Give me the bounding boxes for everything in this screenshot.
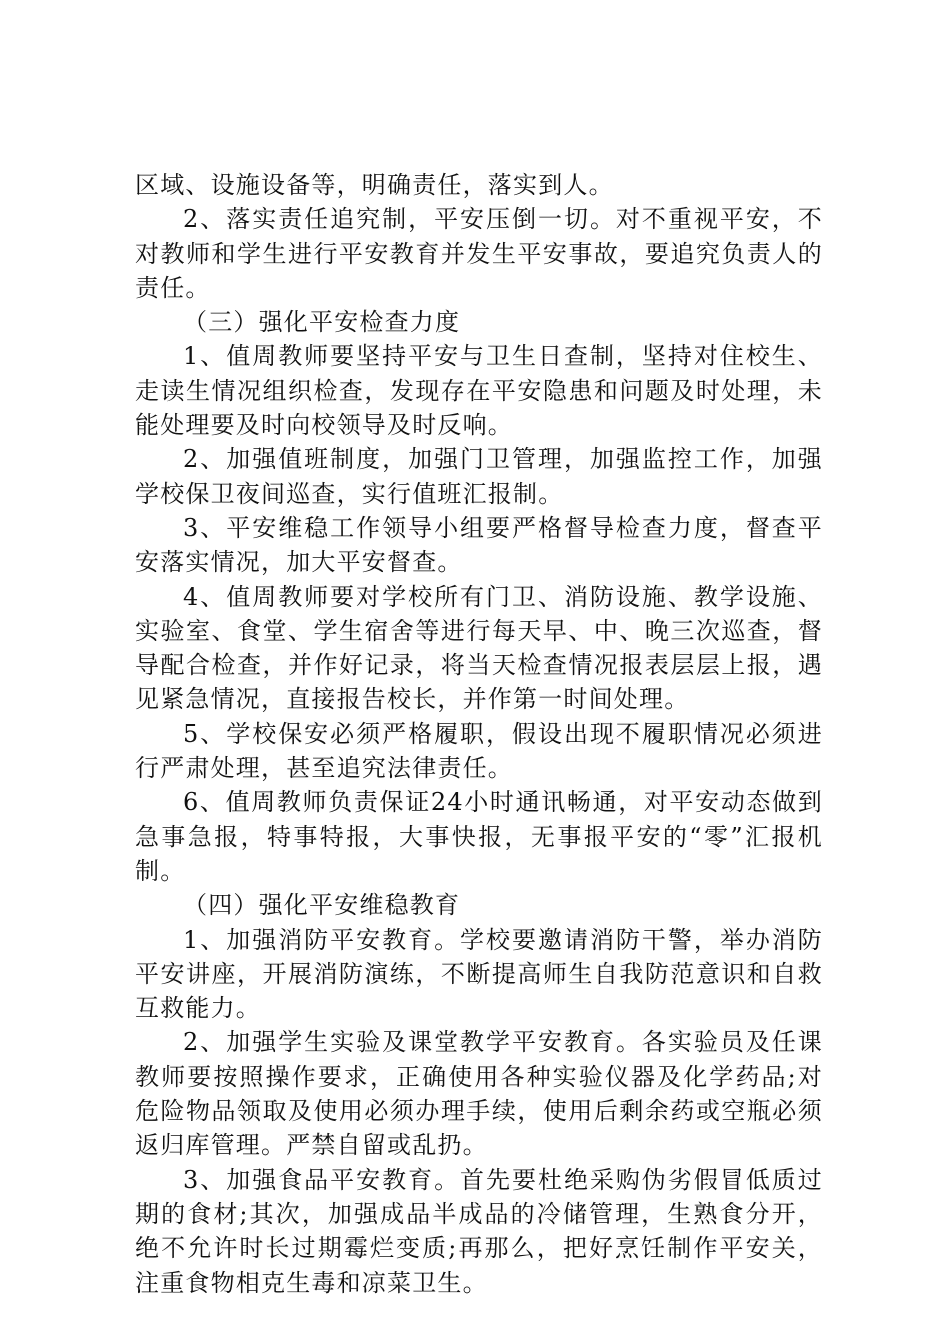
- paragraph-education-2: 2、加强学生实验及课堂教学平安教育。各实验员及任课教师要按照操作要求，正确使用各种实验仪器及化学药品;对危险物品领取及使用必须办理手续，使用后剩余药或空瓶必须返归库管理。严禁自留或乱扔。: [135, 1028, 823, 1160]
- paragraph-education-3: 3、加强食品平安教育。首先要杜绝采购伪劣假冒低质过期的食材;其次，加强成品半成品的冷储管理，生熟食分开，绝不允许时长过期霉烂变质;再那么，把好烹饪制作平安关，注重食物相克生毒和凉菜卫生。: [135, 1165, 823, 1297]
- paragraph-inspection-2: 2、加强值班制度，加强门卫管理，加强监控工作，加强学校保卫夜间巡查，实行值班汇报制。: [135, 445, 823, 508]
- paragraph-continuation: 区域、设施设备等，明确责任，落实到人。: [135, 171, 614, 199]
- document-body: [135, 168, 823, 1300]
- section-heading-inspection: （三）强化平安检查力度: [183, 308, 461, 337]
- paragraph-accountability: 2、落实责任追究制，平安压倒一切。对不重视平安，不对教师和学生进行平安教育并发生平安事故，要追究负责人的责任。: [135, 205, 823, 302]
- paragraph-inspection-3: 3、平安维稳工作领导小组要严格督导检查力度，督查平安落实情况，加大平安督查。: [135, 513, 823, 577]
- section-heading-education: （四）强化平安维稳教育: [183, 891, 461, 920]
- paragraph-education-1: 1、加强消防平安教育。学校要邀请消防干警，举办消防平安讲座，开展消防演练，不断提高师生自我防范意识和自救互救能力。: [135, 925, 823, 1023]
- paragraph-inspection-4: 4、值周教师要对学校所有门卫、消防设施、教学设施、实验室、食堂、学生宿舍等进行每天早、中、晚三次巡查，督导配合检查，并作好记录，将当天检查情况报表层层上报，遇见紧急情况，直接报告校长，并作第一时间处理。: [135, 582, 823, 714]
- paragraph-inspection-1: 1、值周教师要坚持平安与卫生日查制，坚持对住校生、走读生情况组织检查，发现存在平安隐患和问题及时处理，未能处理要及时向校领导及时反响。: [135, 342, 823, 440]
- paragraph-inspection-6: 6、值周教师负责保证24小时通讯畅通，对平安动态做到急事急报，特事特报，大事快报，无事报平安的“零”汇报机制。: [135, 788, 823, 885]
- paragraph-inspection-5: 5、学校保安必须严格履职，假设出现不履职情况必须进行严肃处理，甚至追究法律责任。: [135, 719, 823, 783]
